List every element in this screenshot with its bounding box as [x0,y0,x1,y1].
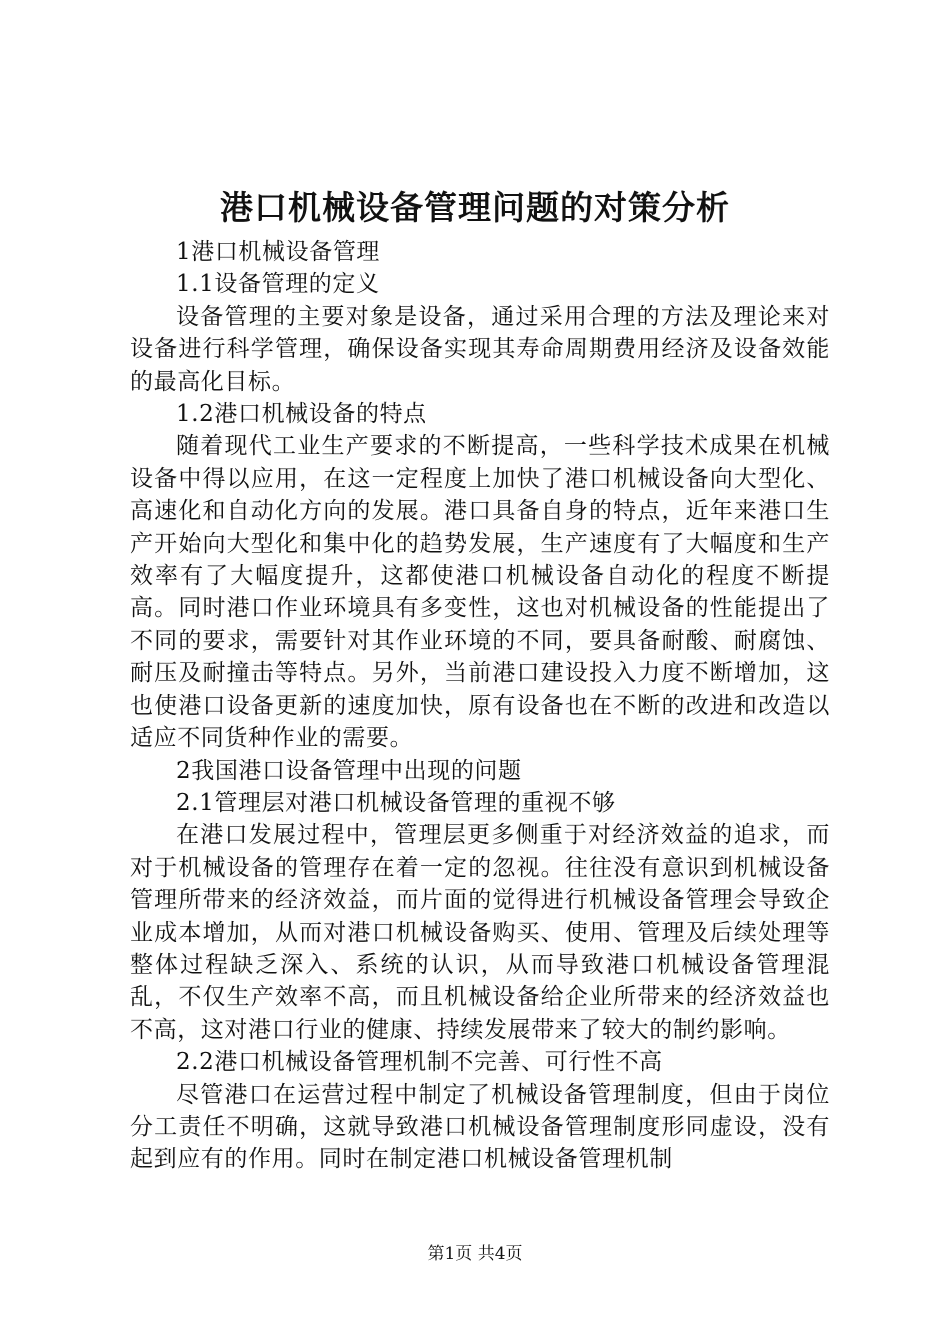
body-paragraph: 随着现代工业生产要求的不断提高，一些科学技术成果在机械设备中得以应用，在这一定程度上加快了港口机械设备向大型化、高速化和自动化方向的发展。港口具备自身的特点，近年来港口生产开始向大型化和集中化的趋势发展，生产速度有了大幅度和生产效率有了大幅度提升，这都使港口机械设备自动化的程度不断提高。同时港口作业环境具有多变性，这也对机械设备的性能提出了不同的要求，需要针对其作业环境的不同，要具备耐酸、耐腐蚀、耐压及耐撞击等特点。另外，当前港口建设投入力度不断增加，这也使港口设备更新的速度加快，原有设备也在不断的改进和改造以适应不同货种作业的需要。 [130,433,830,752]
subsection-heading: 1.2港口机械设备的特点 [176,401,427,428]
body-paragraph: 设备管理的主要对象是设备，通过采用合理的方法及理论来对设备进行科学管理，确保设备实现其寿命周期费用经济及设备效能的最高化目标。 [130,303,830,395]
subsection-heading: 2.2港口机械设备管理机制不完善、可行性不高 [176,1049,663,1076]
page-footer: 第1页 共4页 [427,1244,523,1264]
section-heading: 1港口机械设备管理 [176,239,381,265]
document-body [130,236,830,1176]
body-paragraph: 在港口发展过程中，管理层更多侧重于对经济效益的追求，而对于机械设备的管理存在着一定的忽视。往往没有意识到机械设备管理所带来的经济效益，而片面的觉得进行机械设备管理会导致企业成本增加，从而对港口机械设备购买、使用、管理及后续处理等整体过程缺乏深入、系统的认识，从而导致港口机械设备管理混乱，不仅生产效率不高，而且机械设备给企业所带来的经济效益也不高，这对港口行业的健康、持续发展带来了较大的制约影响。 [130,822,830,1043]
section-heading: 2我国港口设备管理中出现的问题 [176,757,522,784]
body-paragraph: 尽管港口在运营过程中制定了机械设备管理制度，但由于岗位分工责任不明确，这就导致港口机械设备管理制度形同虚设，没有起到应有的作用。同时在制定港口机械设备管理机制 [130,1081,830,1173]
subsection-heading: 2.1管理层对港口机械设备管理的重视不够 [176,789,616,816]
document-title: 港口机械设备管理问题的对策分析 [220,188,730,227]
subsection-heading: 1.1设备管理的定义 [176,271,380,298]
